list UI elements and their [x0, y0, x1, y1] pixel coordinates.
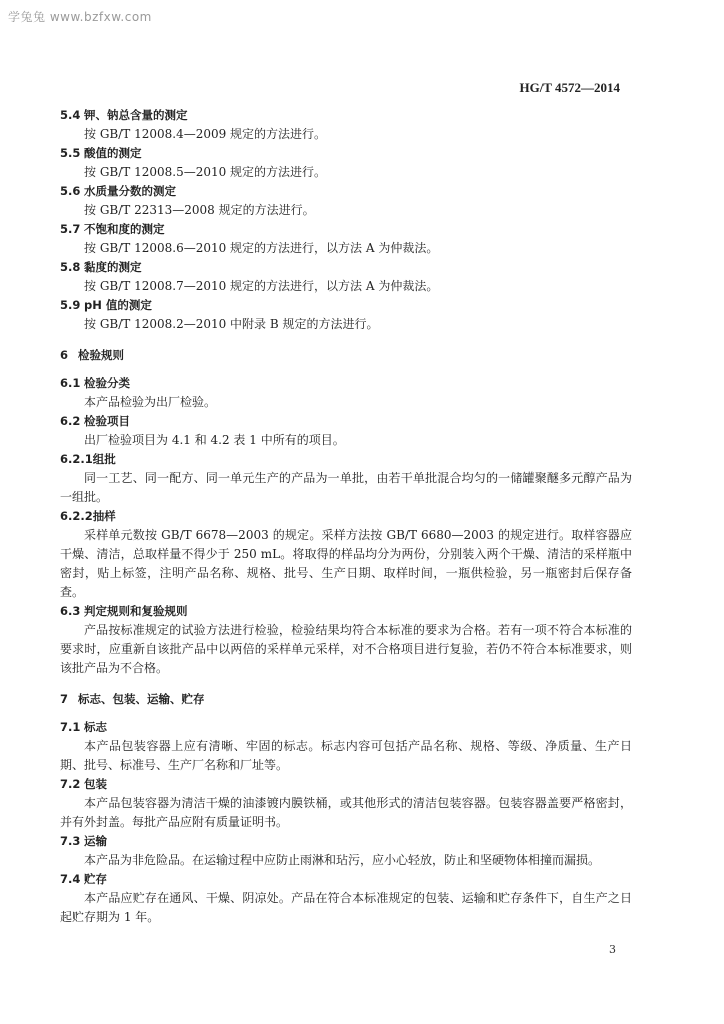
section-title: 包装	[84, 777, 107, 791]
section-number: 6.2.1	[60, 452, 93, 466]
section-number: 7.4	[60, 872, 81, 886]
section-heading	[60, 106, 632, 125]
section-heading	[60, 144, 632, 163]
section-title: 标志、包装、运输、贮存	[78, 692, 205, 706]
section-heading	[60, 258, 632, 277]
section-number: 6.2	[60, 414, 81, 428]
section-title: pH 值的测定	[84, 298, 152, 312]
section-heading	[60, 220, 632, 239]
section-number: 7.2	[60, 777, 81, 791]
section-number: 5.5	[60, 146, 81, 160]
section-title: 水质量分数的测定	[84, 184, 176, 198]
body-paragraph: 按 GB/T 12008.7—2010 规定的方法进行，以方法 A 为仲裁法。	[84, 279, 439, 293]
body-paragraph: 产品按标准规定的试验方法进行检验，检验结果均符合本标准的要求为合格。若有一项不符合本标准的要求时，应重新自该批产品中以两倍的采样单元采样，对不合格项目进行复验，若仍不符合本标准要求，则该批产品为不合格。	[60, 623, 632, 675]
section-heading	[60, 602, 632, 621]
section-title: 黏度的测定	[84, 260, 142, 274]
chapter-heading	[60, 690, 632, 709]
section-heading	[60, 296, 632, 315]
section-title: 检验项目	[84, 414, 130, 428]
section-number: 5.8	[60, 260, 81, 274]
body-paragraph: 本产品包装容器为清洁干燥的油漆镀内膜铁桶，或其他形式的清洁包装容器。包装容器盖要严格密封，并有外封盖。每批产品应附有质量证明书。	[60, 796, 632, 829]
section-title: 抽样	[92, 509, 116, 523]
section-number: 6.3	[60, 604, 81, 618]
section-title: 判定规则和复验规则	[84, 604, 188, 618]
section-heading	[60, 450, 632, 469]
section-title: 检验规则	[78, 348, 124, 362]
section-heading	[60, 718, 632, 737]
body-paragraph: 本产品检验为出厂检验。	[84, 395, 217, 409]
section-heading	[60, 775, 632, 794]
body-paragraph: 本产品应贮存在通风、干燥、阴凉处。产品在符合本标准规定的包装、运输和贮存条件下，自生产之日起贮存期为 1 年。	[60, 891, 632, 924]
body-paragraph: 本产品为非危险品。在运输过程中应防止雨淋和玷污，应小心轻放，防止和坚硬物体相撞而漏损。	[84, 853, 601, 867]
section-heading	[60, 507, 632, 526]
body-paragraph: 按 GB/T 12008.5—2010 规定的方法进行。	[84, 165, 327, 179]
section-number: 7.1	[60, 720, 81, 734]
body-paragraph: 按 GB/T 12008.6—2010 规定的方法进行，以方法 A 为仲裁法。	[84, 241, 439, 255]
section-heading	[60, 374, 632, 393]
body-paragraph: 出厂检验项目为 4.1 和 4.2 表 1 中所有的项目。	[84, 433, 345, 447]
page-number: 3	[609, 943, 616, 956]
document-body	[60, 106, 632, 927]
section-title: 钾、钠总含量的测定	[84, 108, 188, 122]
section-heading	[60, 870, 632, 889]
section-number: 6	[60, 348, 69, 362]
section-number: 6.2.2	[60, 509, 93, 523]
section-title: 标志	[84, 720, 107, 734]
standard-code-header: HG/T 4572—2014	[519, 80, 620, 95]
site-watermark: 学兔兔 www.bzfxw.com	[8, 10, 152, 24]
section-heading	[60, 832, 632, 851]
section-number: 5.7	[60, 222, 81, 236]
body-paragraph: 按 GB/T 12008.4—2009 规定的方法进行。	[84, 127, 327, 141]
section-number: 7.3	[60, 834, 81, 848]
section-number: 6.1	[60, 376, 81, 390]
section-number: 5.9	[60, 298, 81, 312]
body-paragraph: 同一工艺、同一配方、同一单元生产的产品为一单批，由若干单批混合均匀的一储罐聚醚多元醇产品为一组批。	[60, 471, 632, 504]
body-paragraph: 按 GB/T 22313—2008 规定的方法进行。	[84, 203, 315, 217]
section-title: 运输	[84, 834, 107, 848]
chapter-heading	[60, 346, 632, 365]
section-title: 贮存	[84, 872, 107, 886]
section-title: 不饱和度的测定	[84, 222, 165, 236]
section-number: 7	[60, 692, 69, 706]
section-number: 5.6	[60, 184, 81, 198]
section-title: 组批	[92, 452, 116, 466]
section-title: 酸值的测定	[84, 146, 142, 160]
section-number: 5.4	[60, 108, 81, 122]
body-paragraph: 按 GB/T 12008.2—2010 中附录 B 规定的方法进行。	[84, 317, 379, 331]
section-heading	[60, 412, 632, 431]
body-paragraph: 采样单元数按 GB/T 6678—2003 的规定。采样方法按 GB/T 6680—2003 的规定进行。取样容器应干燥、清洁，总取样量不得少于 250 mL。将取得的样品均分为两份，分别装入两个干燥、清洁的采样瓶中密封，贴上标签，注明产品名称、规格、批号、生产日期、取样时间，一瓶供检验，另一瓶密封后保存备查。	[60, 528, 632, 599]
body-paragraph: 本产品包装容器上应有清晰、牢固的标志。标志内容可包括产品名称、规格、等级、净质量、生产日期、批号、标准号、生产厂名称和厂址等。	[60, 739, 632, 772]
section-title: 检验分类	[84, 376, 130, 390]
section-heading	[60, 182, 632, 201]
